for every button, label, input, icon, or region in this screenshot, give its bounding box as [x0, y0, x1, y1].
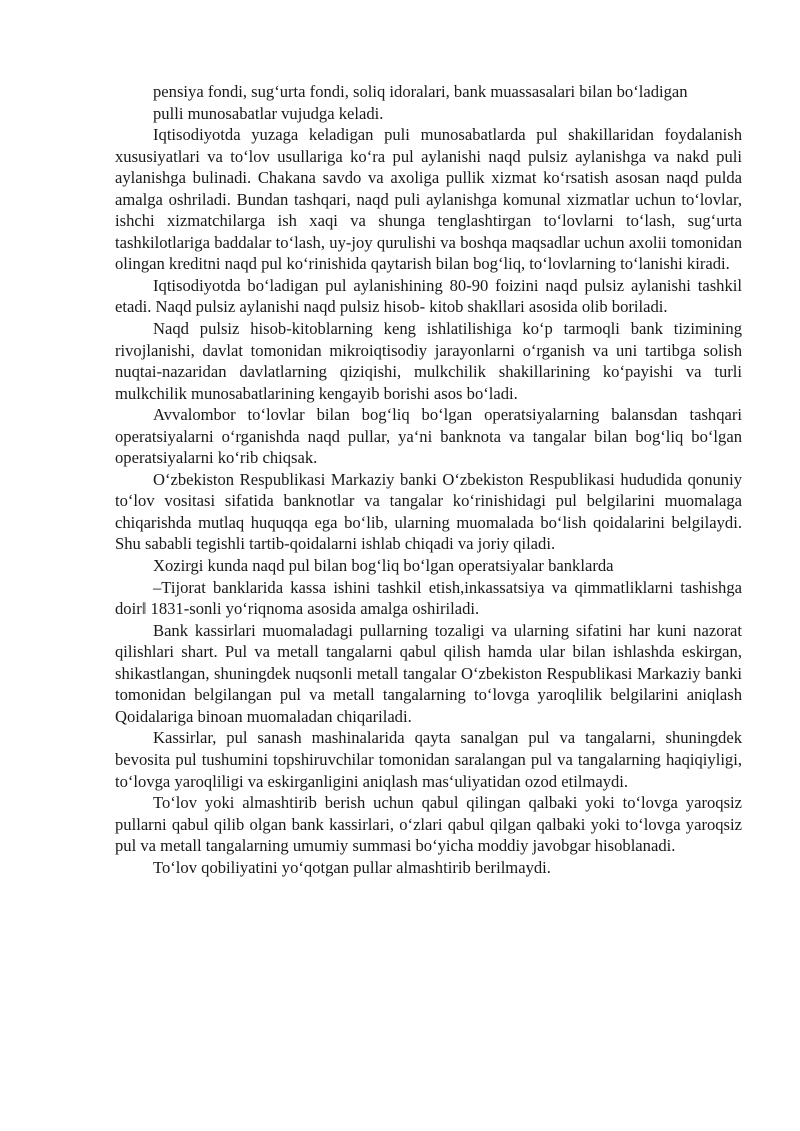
paragraph: –Tijorat banklarida kassa ishini tashkil etish,inkassatsiya va qimmatliklarni tashishga doir‖ 1831-sonli yo‘riqnoma asosida amalga oshiriladi. — [115, 577, 742, 619]
paragraph: Kassirlar, pul sanash mashinalarida qayta sanalgan pul va tangalarni, shuningdek bevosita pul tushumini topshiruvchilar tomonidan saralangan pul va tangalarning haqiqiyligi, to‘lovga yaroqliligi va eskirganligini aniqlash mas‘uliyatidan ozod etilmaydi. — [115, 728, 742, 791]
paragraph: O‘zbekiston Respublikasi Markaziy banki O‘zbekiston Respublikasi hududida qonuniy to‘lov vositasi sifatida banknotlar va tangalar ko‘rinishidagi pul belgilarini muomalaga chiqarishda mutlaq huquqqa ega bo‘lib, ularning muomalada bo‘lish qoidalarini belgilaydi. Shu sababli tegishli tartib-qoidalarni ishlab chiqadi va joriy qiladi. — [115, 469, 742, 554]
paragraph: To‘lov qobiliyatini yo‘qotgan pullar almashtirib berilmaydi. — [153, 857, 551, 877]
paragraph: Xozirgi kunda naqd pul bilan bog‘liq bo‘lgan operatsiyalar banklarda — [153, 556, 614, 576]
paragraph: Bank kassirlari muomaladagi pullarning tozaligi va ularning sifatini har kuni nazorat qilishlari shart. Pul va metall tangalarni qabul qilish hamda ular bilan ishlashda eskirgan, shikastlangan, shuningdek nuqsonli metall tangalar O‘zbekiston Respublikasi Markaziy banki tomonidan belgilangan pul va metall tangalarning to‘lovga yaroqlilik belgilarini aniqlash Qoidalariga binoan muomaladan chiqariladi. — [115, 620, 742, 726]
paragraph: Iqtisodiyotda bo‘ladigan pul aylanishining 80-90 foizini naqd pulsiz aylanishi tashkil etadi. Naqd pulsiz aylanishi naqd pulsiz hisob- kitob shakllari asosida olib boriladi. — [115, 275, 742, 317]
paragraph: Avvalombor to‘lovlar bilan bog‘liq bo‘lgan operatsiyalarning balansdan tashqari operatsiyalarni o‘rganishda naqd pullar, ya‘ni banknota va tangalar bilan bog‘liq bo‘lgan operatsiyalarni ko‘rib chiqsak. — [115, 405, 742, 468]
paragraph: Iqtisodiyotda yuzaga keladigan puli munosabatlarda pul shakillaridan foydalanish xususiyatlari va to‘lov usullariga ko‘ra pul aylanishi naqd pulsiz aylanishga va nakd puli aylanishga bulinadi. Chakana savdo va axoliga pullik xizmat ko‘rsatish asosan naqd pulda amalga oshriladi. Bundan tashqari, naqd puli aylanishga komunal xizmatlar uchun to‘lovlar, ishchi xizmatchilarga ish xaqi va shunga tenglashtirgan to‘lovlarni to‘lash, sug‘urta tashkilotlariga baddalar to‘lash, uy-joy qurulishi va boshqa maqsadlar uchun axolii tomonidan olingan kreditni naqd pul ko‘rinishida qaytarish bilan bog‘liq, to‘lovlarning to‘lanishi kiradi. — [115, 125, 742, 274]
paragraph: To‘lov yoki almashtirib berish uchun qabul qilingan qalbaki yoki to‘lovga yaroqsiz pullarni qabul qilib olgan bank kassirlari, o‘zlari qabul qilgan qalbaki yoki to‘lovga yaroqsiz pul va metall tangalarning umumiy summasi bo‘yicha moddiy javobgar hisoblanadi. — [115, 793, 742, 856]
paragraph: pulli munosabatlar vujudga keladi. — [153, 103, 384, 123]
paragraph: Naqd pulsiz hisob-kitoblarning keng ishlatilishiga ko‘p tarmoqli bank tizimining rivojlanishi, davlat tomonidan mikroiqtisodiy jarayonlarni o‘rganish va uni tartibga solish nuqtai-nazaridan davlatlarning qiziqishi, mulkchilik shakillarining ko‘payishi va turli mulkchilik munosabatlarining kengayib borishi asos bo‘ladi. — [115, 319, 742, 403]
paragraph: pensiya fondi, sug‘urta fondi, soliq idoralari, bank muassasalari bilan bo‘ladigan — [153, 82, 688, 101]
document-body — [115, 81, 742, 878]
